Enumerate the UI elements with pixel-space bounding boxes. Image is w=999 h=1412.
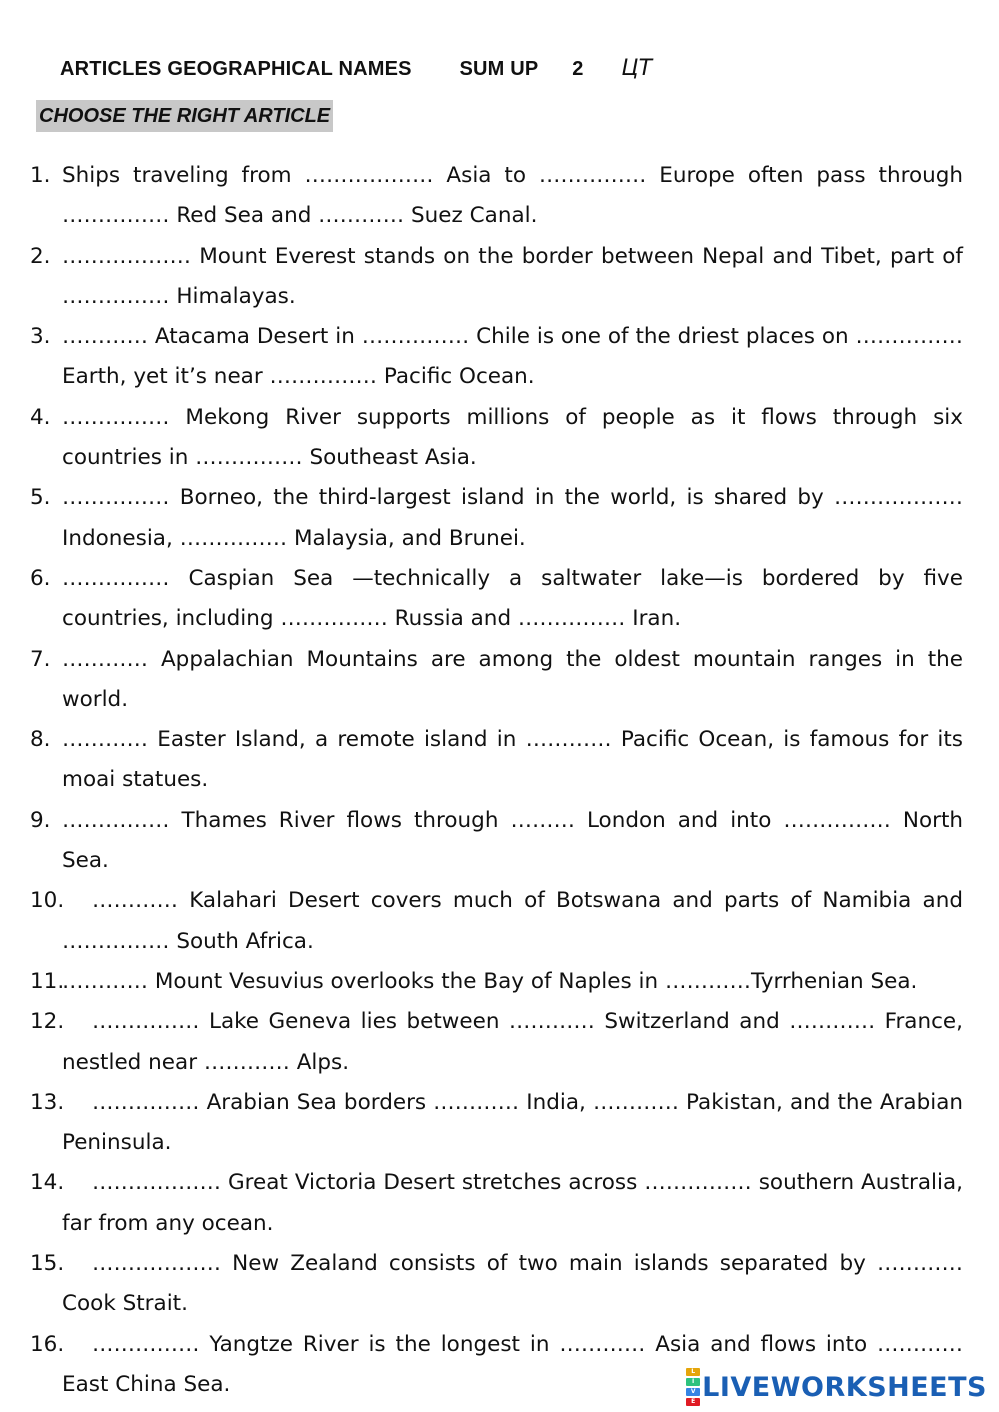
exercise-sentence: ……………… New Zealand consists of two main islands separated by ………… Cook Strait. [62,1251,963,1317]
exercise-number: 8. [30,727,51,753]
exercise-sentence: ………… Atacama Desert in …………… Chile is one of the driest places on …………… Earth, yet it’s near …………… Pacific Ocean. [62,324,963,390]
exercise-sentence: ………… Mount Vesuvius overlooks the Bay of Naples in …………Tyrrhenian Sea. [62,968,918,994]
instruction-heading: CHOOSE THE RIGHT ARTICLE [36,100,333,132]
exercise-number: 1. [30,163,51,188]
exercise-number: 2. [30,243,51,269]
logo-block: E [686,1398,700,1406]
exercise-sentence: ………… Appalachian Mountains are among the oldest mountain ranges in the world. [62,646,963,712]
exercise-item [30,801,963,882]
exercise-item [30,478,963,559]
exercise-sentence: …………… Lake Geneva lies between ………… Switzerland and ………… France, nestled near ………… Alps. [62,1009,963,1075]
exercise-item [30,1002,963,1083]
exercise-number: 16. [30,1331,65,1357]
exercise-sentence: …………… Arabian Sea borders ………… India, ………… Pakistan, and the Arabian Peninsula. [62,1089,963,1156]
exercise-item [30,559,963,640]
exercise-item [30,1083,963,1164]
exercise-sentence: …………… Borneo, the third-largest island in the world, is shared by ……………… Indonesia, …………… Malaysia, and Brunei. [62,485,963,551]
liveworksheets-logo [686,1370,987,1404]
exercise-number: 13. [30,1089,65,1115]
exercise-sentence: …………… Yangtze River is the longest in ………… Asia and flows into ………… East China Sea. [62,1331,963,1397]
exercise-item [30,962,963,1002]
exercise-item [30,1163,963,1244]
exercise-number: 11. [30,968,65,994]
level-code: ЦТ [621,56,653,81]
logo-block: L [686,1368,700,1376]
exercise-number: 3. [30,324,51,350]
exercise-sentence: ………… Kalahari Desert covers much of Botswana and parts of Namibia and …………… South Africa. [62,888,963,954]
exercise-sentence: …………… Caspian Sea —technically a saltwater lake—is bordered by five countries, including …………… Russia and …………… Iran. [62,565,963,632]
exercise-number: 5. [30,485,51,511]
exercise-number: 14. [30,1170,65,1196]
exercise-number: 15. [30,1251,65,1277]
exercise-number: 10. [30,888,65,914]
exercise-number: 4. [30,404,51,430]
exercise-item [30,237,963,318]
exercise-item [30,1244,963,1325]
exercise-item [30,317,963,398]
exercise-item [30,881,963,962]
exercise-item [30,156,963,237]
exercise-sentence: …………… Thames River flows through ……… London and into …………… North Sea. [62,807,963,874]
logo-block: V [686,1388,700,1396]
exercise-item [30,640,963,721]
exercise-item [30,398,963,479]
liveworksheets-brand: LIVEWORKSHEETS [702,1371,987,1403]
exercise-number: 6. [30,565,51,591]
exercise-number: 12. [30,1009,65,1035]
exercise-list [30,156,963,1405]
exercise-sentence: …………… Mekong River supports millions of people as it flows through six countries in …………… Southeast Asia. [62,404,963,471]
exercise-sentence: Ships traveling from ……………… Asia to …………… Europe often pass through …………… Red Sea and ………… Suez Canal. [62,163,963,229]
liveworksheets-mark-icon [686,1367,700,1407]
exercise-sentence: ………… Easter Island, a remote island in ………… Pacific Ocean, is famous for its moai statues. [62,727,963,793]
exercise-sentence: ……………… Great Victoria Desert stretches across …………… southern Australia, far from any ocean. [62,1170,963,1236]
exercise-number: 7. [30,646,51,672]
exercise-number: 9. [30,807,51,833]
worksheet-title: ARTICLES GEOGRAPHICAL NAMES [60,58,412,80]
sum-up-label: SUM UP [459,58,539,80]
logo-block: I [686,1378,700,1386]
sum-up-number: 2 [572,58,584,80]
exercise-sentence: ……………… Mount Everest stands on the border between Nepal and Tibet, part of …………… Himalayas. [62,243,963,309]
worksheet-header [60,56,652,86]
exercise-item [30,720,963,801]
